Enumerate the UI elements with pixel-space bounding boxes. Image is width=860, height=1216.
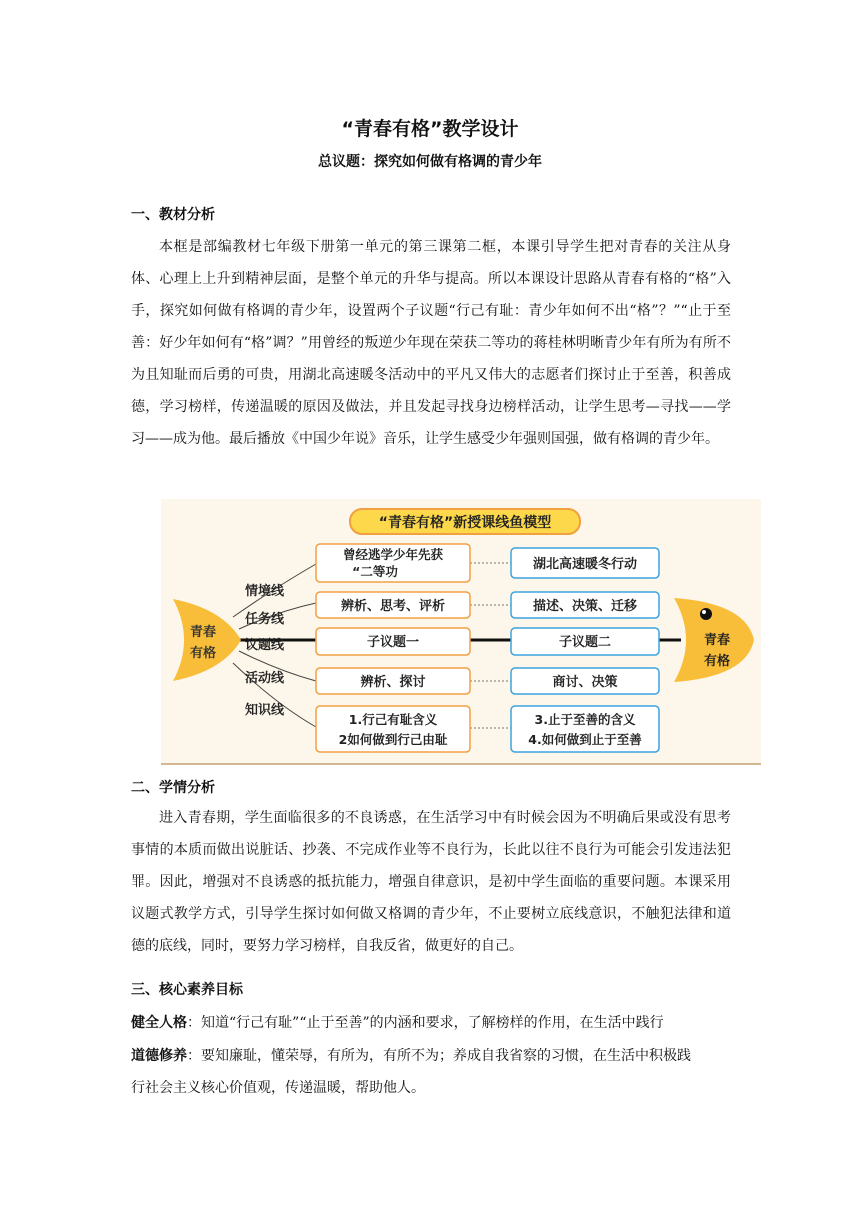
section-heading-3: 三、核心素养目标: [131, 982, 243, 998]
fish-head-text-1: 青春: [703, 633, 731, 648]
left-box-situation-line-1: 曾经逃学少年先获: [342, 547, 444, 562]
goal-sound-personality-label: 健全人格: [131, 1015, 187, 1031]
fish-eye-icon: [700, 608, 712, 620]
section-heading-1: 一、教材分析: [131, 207, 215, 223]
fish-tail-text-2: 有格: [189, 646, 217, 661]
line-label-situation: 情境线: [245, 584, 285, 599]
left-box-activity-text: 辨析、探讨: [360, 675, 426, 690]
section-paragraph-1: 本框是部编教材七年级下册第一单元的第三课第二框，本课引导学生把对青春的关注从身体、心理上上升到精神层面，是整个单元的升华与提高。所以本课设计思路从青春有格的“格”入手，探究如何做有格调的青少年，设置两个子议题“行己有耻：青少年如何不出“格”？”“止于至善：好少年如何有“格”调？”用曾经的叛逆少年现在荣获二等功的蒋桂林明晰青少年有所为有所不为且知耻而后勇的可贵，用湖北高速暖冬活动中的平凡又伟大的志愿者们探讨止于至善，积善成德，学习榜样，传递温暖的原因及做法，并且发起寻找身边榜样活动，让学生思考—寻找——学习——成为他。最后播放《中国少年说》音乐，让学生感受少年强则国强，做有格调的青少年。: [131, 239, 731, 447]
goal-moral-cultivation-cont: 行社会主义核心价值观，传递温暖，帮助他人。: [131, 1080, 425, 1096]
right-box-issue-text: 子议题二: [558, 635, 612, 650]
fish-tail-text-1: 青春: [189, 625, 217, 640]
right-box-activity-text: 商讨、决策: [552, 675, 618, 690]
line-label-knowledge: 知识线: [245, 703, 285, 718]
document-title: “青春有格”教学设计: [341, 118, 519, 140]
left-box-issue-text: 子议题一: [366, 635, 420, 650]
figure-banner-text: “青春有格”新授课线鱼模型: [378, 515, 552, 531]
left-box-task-text: 辨析、思考、评析: [340, 599, 446, 614]
line-label-issue: 议题线: [245, 638, 285, 653]
goal-sound-personality-text: ：知道“行己有耻”“止于至善”的内涵和要求，了解榜样的作用，在生活中践行: [187, 1015, 664, 1031]
left-box-knowledge-line-2: 2如何做到行己由耻: [338, 732, 448, 747]
right-box-knowledge-line-1: 3.止于至善的含义: [534, 712, 636, 727]
goal-moral-cultivation-text-a: ：要知廉耻，懂荣辱，有所为，有所不为；养成自我省察的习惯，在生活中积极践: [187, 1048, 691, 1064]
left-box-situation-line-2: “二等功: [352, 564, 398, 579]
section-paragraph-2: 进入青春期，学生面临很多的不良诱惑，在生活学习中有时候会因为不明确后果或没有思考事情的本质而做出说脏话、抄袭、不完成作业等不良行为，长此以往不良行为可能会引发违法犯罪。因此，增强对不良诱惑的抵抗能力，增强自律意识，是初中学生面临的重要问题。本课采用议题式教学方式，引导学生探讨如何做又格调的青少年，不止要树立底线意识，不触犯法律和道德的底线，同时，要努力学习榜样，自我反省，做更好的自己。: [131, 810, 731, 954]
section-heading-2: 二、学情分析: [131, 780, 215, 796]
line-label-task: 任务线: [245, 612, 285, 627]
goal-sound-personality: [131, 1007, 731, 1039]
fish-eye-highlight: [702, 610, 706, 614]
right-box-task-text: 描述、决策、迁移: [532, 599, 638, 614]
document-subtitle: 总议题：探究如何做有格调的青少年: [318, 154, 542, 170]
right-box-knowledge-line-2: 4.如何做到止于至善: [528, 732, 642, 747]
fish-head-text-2: 有格: [703, 654, 731, 669]
fishbone-model-figure: [161, 499, 761, 765]
line-label-activity: 活动线: [245, 671, 285, 686]
left-box-knowledge-line-1: 1.行己有耻含义: [348, 712, 438, 727]
goal-moral-cultivation: [131, 1040, 731, 1072]
right-box-situation-text: 湖北高速暖冬行动: [532, 557, 638, 572]
goal-moral-cultivation-label: 道德修养: [131, 1048, 187, 1064]
